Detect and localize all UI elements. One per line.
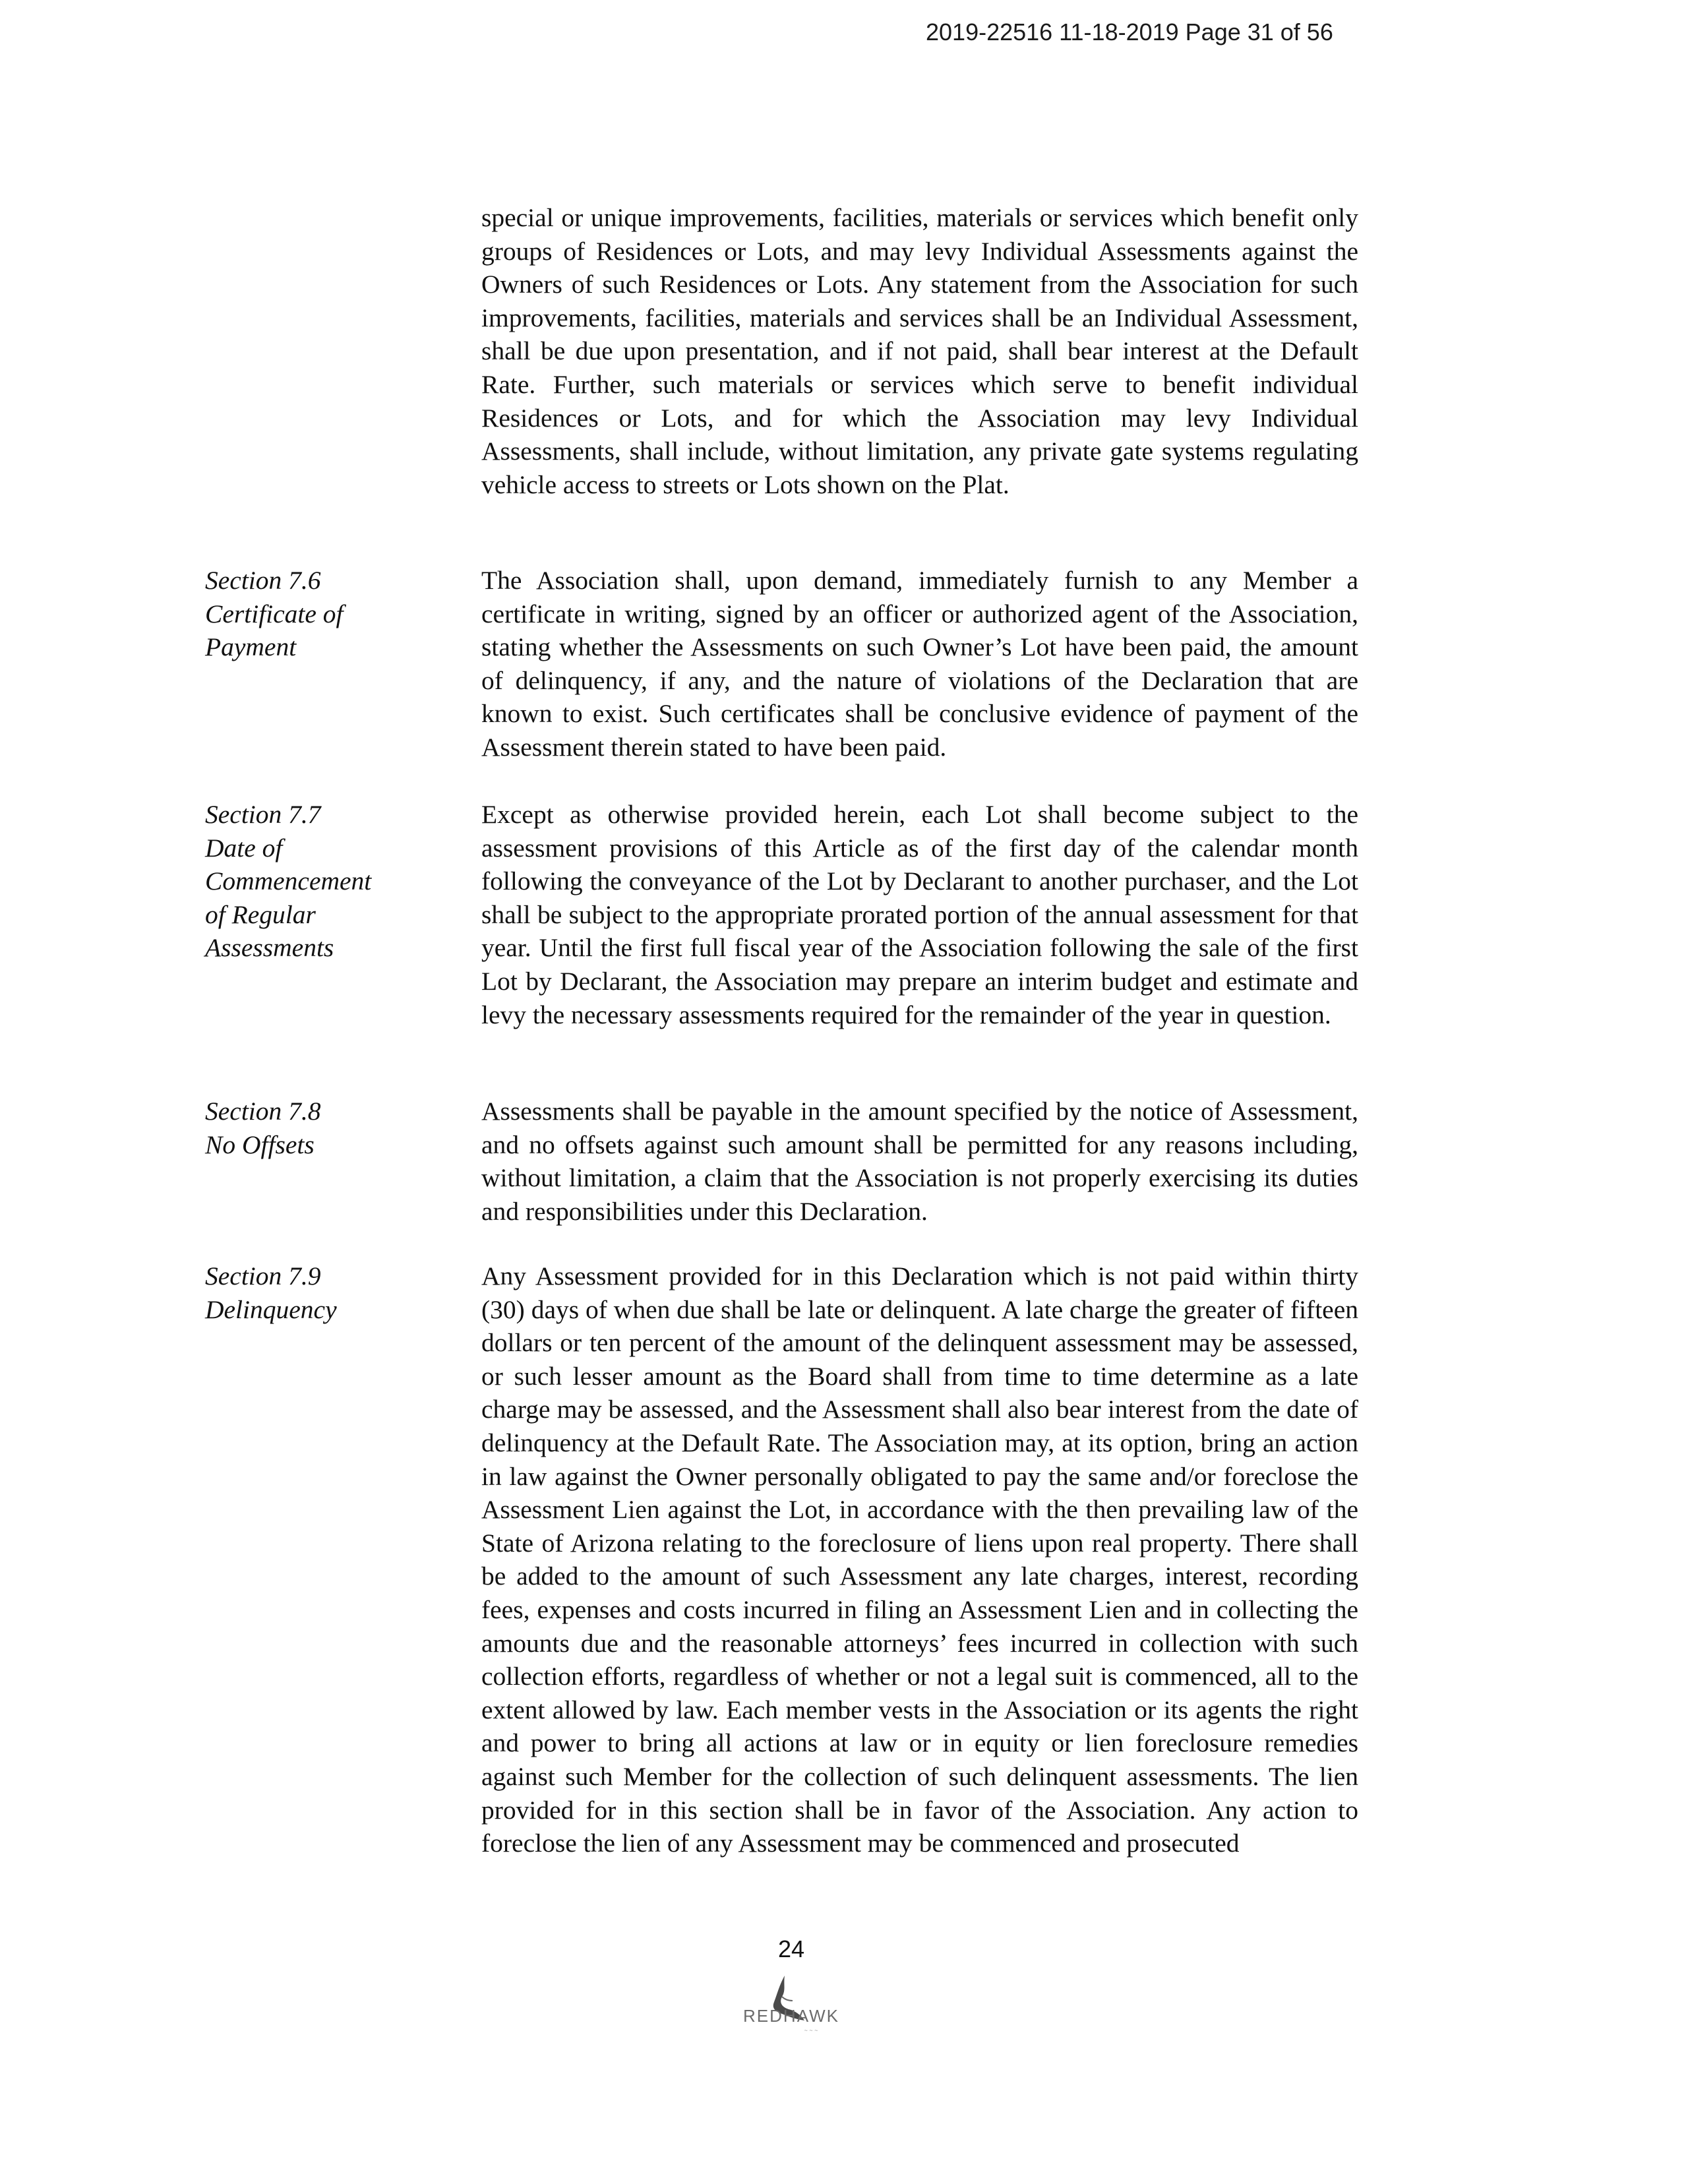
section-label-7-9: Section 7.9 Delinquency (205, 1261, 337, 1324)
section-text-7-7: Except as otherwise provided herein, each Lot shall become subject to the assessment provisions of this Article as of the first day of the calendar month following the conveyance of the Lot by Declarant to another purchaser, and the Lot shall be subject to the appropriate prorated portion of the annual assessment for that year. Until the first full fiscal year of the Association following the sale of the first Lot by Declarant, the Association may prepare an interim budget and estimate and levy the necessary assessments required for the remainder of the year in question. (481, 800, 1358, 1029)
section-text-7-9: Any Assessment provided for in this Declaration which is not paid within thirty (30) days of when due shall be late or delinquent. A late charge the greater of fifteen dollars or ten percent of the amount of the delinquent assessment may be assessed, or such lesser amount as the Board shall from time to time determine as a late charge may be assessed, and the Assessment shall also bear interest from the date of delinquency at the Default Rate. The Association may, at its option, bring an action in law against the Owner personally obligated to pay the same and/or foreclose the Assessment Lien against the Lot, in accordance with the then prevailing law of the State of Arizona relating to the foreclosure of liens upon real property. There shall be added to the amount of such Assessment any late charges, interest, recording fees, expenses and costs incurred in filing an Assessment Lien and in collecting the amounts due and the reasonable attorneys’ fees incurred in collection with such collection efforts, regardless of whether or not a legal suit is commenced, all to the extent allowed by law. Each member vests in the Association or its agents the right and power to bring all actions at law or in equity or lien foreclosure remedies against such Member for the collection of such delinquent assessments. The lien provided for in this section shall be in favor of the Association. Any action to foreclose the lien of any Assessment may be commenced and prosecuted (481, 1261, 1358, 1858)
section-text-7-6: The Association shall, upon demand, immediately furnish to any Member a certificate in writing, signed by an officer or authorized agent of the Association, stating whether the Assessments on such Owner’s Lot have been paid, the amount of delinquency, if any, and the nature of violations of the Declaration that are known to exist. Such certificates shall be conclusive evidence of payment of the Assessment therein stated to have been paid. (481, 566, 1358, 762)
svg-text:REDHAWK: REDHAWK (743, 2006, 839, 2026)
section-label-7-8: Section 7.8 No Offsets (205, 1097, 321, 1159)
recording-header: 2019-22516 11-18-2019 Page 31 of 56 (926, 18, 1333, 46)
section-label-7-7: Section 7.7 Date of Commencement of Regular Assessments (205, 800, 372, 963)
svg-text:~ ~ ~: ~ ~ ~ (804, 2027, 818, 2034)
redhawk-logo (686, 1970, 897, 2036)
section-text-continued: special or unique improvements, facilities, materials or services which benefit only groups of Residences or Lots, and may levy Individual Assessments against the Owners of such Residences or Lots. Any statement from the Association for such improvements, facilities, materials and services shall be an Individual Assessment, shall be due upon presentation, and if not paid, shall bear interest at the Default Rate. Further, such materials or services which serve to benefit individual Residences or Lots, and for which the Association may levy Individual Assessments, shall include, without limitation, any private gate systems regulating vehicle access to streets or Lots shown on the Plat. (481, 203, 1358, 499)
page-number: 24 (777, 1935, 805, 1962)
section-text-7-8: Assessments shall be payable in the amount specified by the notice of Assessment, and no offsets against such amount shall be permitted for any reasons including, without limitation, a claim that the Association is not properly exercising its duties and responsibilities under this Declaration. (481, 1097, 1358, 1226)
section-label-7-6: Section 7.6 Certificate of Payment (205, 566, 344, 662)
